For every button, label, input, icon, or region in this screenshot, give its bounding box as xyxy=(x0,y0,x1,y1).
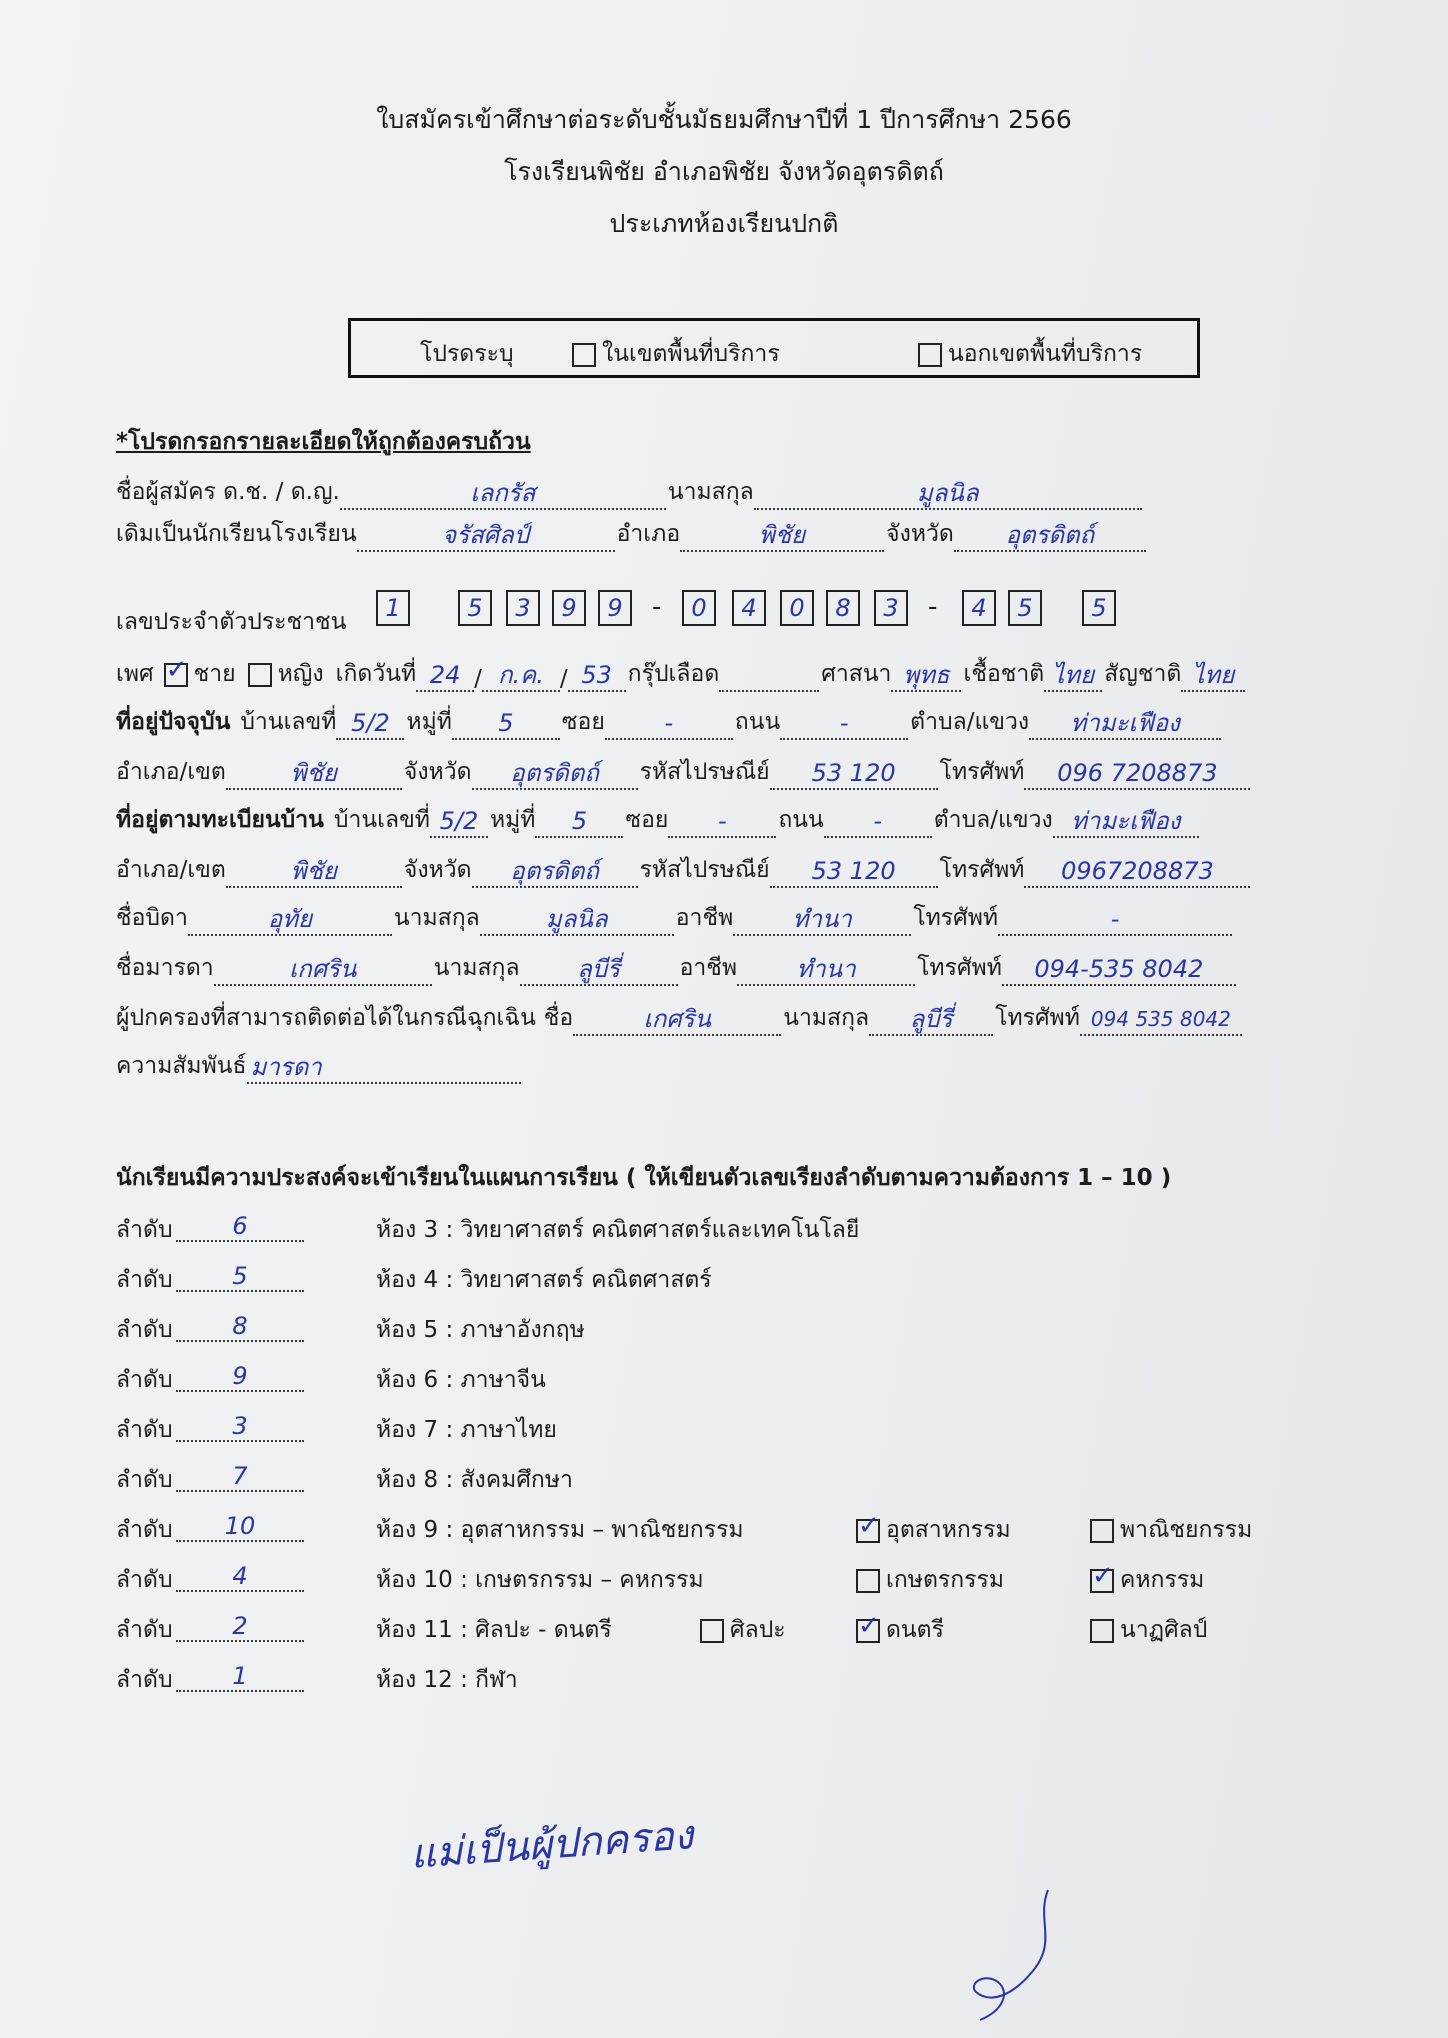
commerce-label: พาณิชยกรรม xyxy=(1120,1517,1253,1543)
order-label: ลำดับ xyxy=(116,1217,173,1243)
applicant-name-field[interactable]: เลกรัส xyxy=(340,478,666,510)
plan-row xyxy=(116,1456,1316,1494)
id-digit[interactable]: 5 xyxy=(1008,590,1042,626)
birth-year-field[interactable]: 53 xyxy=(568,660,626,692)
date-slash: / xyxy=(474,666,482,692)
id-digit[interactable]: 5 xyxy=(1082,590,1116,626)
room11-option-art[interactable] xyxy=(700,1612,786,1648)
order-field[interactable]: 10 xyxy=(176,1512,304,1542)
father-phone-label: โทรศัพท์ xyxy=(913,905,999,931)
current-house-field[interactable]: 5/2 xyxy=(336,708,404,740)
current-district-field[interactable]: พิชัย xyxy=(226,758,402,790)
ethnicity-field[interactable]: ไทย xyxy=(1044,660,1102,692)
room-label: ห้อง 11 : ศิลปะ - ดนตรี xyxy=(376,1617,612,1643)
order-label: ลำดับ xyxy=(116,1467,173,1493)
plan-row xyxy=(116,1406,1316,1444)
registered-house-field[interactable]: 5/2 xyxy=(430,806,488,838)
previous-school-field[interactable]: จรัสศิลป์ xyxy=(357,520,615,552)
plan-row xyxy=(116,1606,1316,1644)
current-road-label: ถนน xyxy=(734,709,781,735)
guardian-label: ผู้ปกครองที่สามารถติดต่อได้ในกรณีฉุกเฉิน xyxy=(116,1005,536,1031)
current-address-heading: ที่อยู่ปัจจุบัน xyxy=(116,709,231,735)
order-field[interactable]: 1 xyxy=(176,1662,304,1692)
plan-row xyxy=(116,1656,1316,1694)
registered-address-row-2 xyxy=(116,848,1252,888)
room-label: ห้อง 3 : วิทยาศาสตร์ คณิตศาสตร์และเทคโนโลยี xyxy=(376,1217,860,1243)
mother-name-label: ชื่อมารดา xyxy=(116,955,214,981)
id-digit[interactable]: 0 xyxy=(780,590,814,626)
registered-postal-field[interactable]: 53 120 xyxy=(770,856,938,888)
school-province-field[interactable]: อุตรดิตถ์ xyxy=(954,520,1146,552)
school-name: โรงเรียนพิชัย อำเภอพิชัย จังหวัดอุตรดิตถ์ xyxy=(504,157,944,186)
id-digit[interactable]: 9 xyxy=(598,590,632,626)
mother-job-field[interactable]: ทำนา xyxy=(737,954,915,986)
checkbox-out-zone[interactable] xyxy=(918,343,942,367)
dance-label: นาฏศิลป์ xyxy=(1120,1617,1208,1643)
plan-row xyxy=(116,1556,1316,1594)
checkbox-in-zone[interactable] xyxy=(572,343,596,367)
room-label: ห้อง 5 : ภาษาอังกฤษ xyxy=(376,1317,585,1343)
registered-phone-label: โทรศัพท์ xyxy=(939,857,1025,883)
current-subdistrict-label: ตำบล/แขวง xyxy=(910,709,1030,735)
check-mark-icon: ✓ xyxy=(858,1510,880,1541)
current-phone-field[interactable]: 096 7208873 xyxy=(1024,758,1250,790)
father-surname-field[interactable]: มูลนิล xyxy=(480,904,674,936)
plan-row xyxy=(116,1356,1316,1394)
room-label: ห้อง 4 : วิทยาศาสตร์ คณิตศาสตร์ xyxy=(376,1267,712,1293)
id-digit[interactable]: 4 xyxy=(962,590,996,626)
current-subdistrict-field[interactable]: ท่ามะเฟือง xyxy=(1029,708,1221,740)
order-label: ลำดับ xyxy=(116,1567,173,1593)
citizen-id-label: เลขประจำตัวประชาชน xyxy=(116,609,347,635)
id-separator: - xyxy=(652,592,662,622)
current-address-row-2 xyxy=(116,750,1252,790)
checkbox-dance[interactable] xyxy=(1090,1619,1114,1643)
registered-soi-label: ซอย xyxy=(625,807,669,833)
current-phone-label: โทรศัพท์ xyxy=(939,759,1025,785)
relation-label: ความสัมพันธ์ xyxy=(116,1053,247,1079)
current-house-label: บ้านเลขที่ xyxy=(240,709,337,735)
checkbox-male[interactable] xyxy=(164,654,188,687)
father-row xyxy=(116,896,1234,936)
relation-field[interactable]: มารดา xyxy=(247,1052,521,1084)
zone-label: โปรดระบุ xyxy=(420,341,514,367)
room-label: ห้อง 8 : สังคมศึกษา xyxy=(376,1467,573,1493)
mother-job-label: อาชีพ xyxy=(679,955,738,981)
registered-road-label: ถนน xyxy=(778,807,824,833)
birth-label: เกิดวันที่ xyxy=(335,661,417,687)
room9-option-industry[interactable] xyxy=(856,1512,1011,1548)
mother-surname-field[interactable]: ลูบีรี่ xyxy=(520,954,678,986)
agriculture-label: เกษตรกรรม xyxy=(886,1567,1005,1593)
guardian-row xyxy=(116,996,1244,1036)
ethnicity-label: เชื้อชาติ xyxy=(963,661,1045,687)
birth-day-field[interactable]: 24 xyxy=(416,660,474,692)
checkbox-music[interactable] xyxy=(856,1610,880,1643)
checkbox-art[interactable] xyxy=(700,1619,724,1643)
male-label: ชาย xyxy=(193,661,236,687)
current-province-field[interactable]: อุตรดิตถ์ xyxy=(472,758,638,790)
current-soi-field[interactable]: - xyxy=(605,708,733,740)
room-label: ห้อง 12 : กีฬา xyxy=(376,1667,518,1693)
handwritten-note: แม่เป็นผู้ปกครอง xyxy=(408,1812,695,1878)
id-digit[interactable]: 3 xyxy=(874,590,908,626)
room9-option-commerce[interactable] xyxy=(1090,1512,1252,1548)
registered-district-field[interactable]: พิชัย xyxy=(226,856,402,888)
checkbox-industry[interactable] xyxy=(856,1510,880,1543)
registered-soi-field[interactable]: - xyxy=(668,806,776,838)
order-label: ลำดับ xyxy=(116,1417,173,1443)
registered-province-field[interactable]: อุตรดิตถ์ xyxy=(472,856,638,888)
mother-row xyxy=(116,946,1238,986)
checkbox-commerce[interactable] xyxy=(1090,1519,1114,1543)
checkbox-female[interactable] xyxy=(248,663,272,687)
check-mark-icon: ✓ xyxy=(1092,1560,1114,1591)
room-label: ห้อง 9 : อุตสาหกรรม – พาณิชยกรรม xyxy=(376,1517,744,1543)
school-province-label: จังหวัด xyxy=(886,521,954,547)
classroom-type: ประเภทห้องเรียนปกติ xyxy=(609,209,839,238)
guardian-surname-label: นามสกุล xyxy=(783,1005,870,1031)
id-digit[interactable]: 9 xyxy=(552,590,586,626)
zone-out-option[interactable] xyxy=(918,336,1142,372)
current-road-field[interactable]: - xyxy=(780,708,908,740)
order-label: ลำดับ xyxy=(116,1617,173,1643)
date-slash: / xyxy=(559,666,568,692)
registered-address-row-1 xyxy=(116,798,1201,838)
current-address-row-1 xyxy=(116,700,1223,740)
order-field[interactable]: 5 xyxy=(176,1262,304,1292)
id-separator: - xyxy=(928,592,938,622)
room-label: ห้อง 6 : ภาษาจีน xyxy=(376,1367,546,1393)
mother-phone-field[interactable]: 094-535 8042 xyxy=(1002,954,1236,986)
zone-in-option[interactable] xyxy=(572,336,780,372)
applicant-surname-field[interactable]: มูลนิล xyxy=(754,478,1142,510)
order-label: ลำดับ xyxy=(116,1267,173,1293)
female-label: หญิง xyxy=(277,661,324,687)
check-mark-icon: ✓ xyxy=(858,1610,880,1641)
art-label: ศิลปะ xyxy=(730,1617,786,1643)
room-label: ห้อง 7 : ภาษาไทย xyxy=(376,1417,557,1443)
father-surname-label: นามสกุล xyxy=(393,905,480,931)
industry-label: อุตสาหกรรม xyxy=(886,1517,1011,1543)
registered-postal-label: รหัสไปรษณีย์ xyxy=(639,857,770,883)
guardian-phone-label: โทรศัพท์ xyxy=(995,1005,1080,1031)
blood-group-label: กรุ๊ปเลือด xyxy=(627,661,720,687)
order-label: ลำดับ xyxy=(116,1317,173,1343)
mother-name-field[interactable]: เกศริน xyxy=(214,954,432,986)
zone-in-label: ในเขตพื้นที่บริการ xyxy=(602,341,780,367)
religion-label: ศาสนา xyxy=(821,661,892,687)
previous-school-row xyxy=(116,512,1148,552)
zone-out-label: นอกเขตพื้นที่บริการ xyxy=(948,341,1143,367)
id-digit[interactable]: 1 xyxy=(376,590,410,626)
registered-province-label: จังหวัด xyxy=(403,857,472,883)
guardian-name-label: ชื่อ xyxy=(543,1005,574,1031)
registered-moo-field[interactable]: 5 xyxy=(535,806,623,838)
current-moo-label: หมู่ที่ xyxy=(406,709,452,735)
instruction: *โปรดกรอกรายละเอียดให้ถูกต้องครบถ้วน xyxy=(116,429,531,455)
personal-info-row xyxy=(116,652,1247,692)
registered-subdistrict-field[interactable]: ท่ามะเฟือง xyxy=(1053,806,1199,838)
order-field[interactable]: 8 xyxy=(176,1312,304,1342)
order-label: ลำดับ xyxy=(116,1667,173,1693)
applicant-name-row xyxy=(116,470,1144,510)
registered-moo-label: หมู่ที่ xyxy=(489,807,536,833)
father-name-label: ชื่อบิดา xyxy=(116,905,188,931)
music-label: ดนตรี xyxy=(886,1617,944,1643)
relation-row xyxy=(116,1044,523,1084)
room10-option-home-economics[interactable] xyxy=(1090,1562,1204,1598)
school-label: เดิมเป็นนักเรียนโรงเรียน xyxy=(116,521,357,547)
father-job-field[interactable]: ทำนา xyxy=(733,904,911,936)
guardian-surname-field[interactable]: ลูบีรี่ xyxy=(869,1004,993,1036)
applicant-surname-label: นามสกุล xyxy=(667,479,754,505)
plan-row xyxy=(116,1256,1316,1294)
current-postal-field[interactable]: 53 120 xyxy=(770,758,938,790)
checkbox-home-economics[interactable] xyxy=(1090,1560,1114,1593)
signature-scribble xyxy=(940,1880,1080,2030)
room-label: ห้อง 10 : เกษตรกรรม – คหกรรม xyxy=(376,1567,704,1593)
school-district-label: อำเภอ xyxy=(616,521,681,547)
registered-phone-field[interactable]: 0967208873 xyxy=(1024,856,1250,888)
registered-road-field[interactable]: - xyxy=(824,806,932,838)
order-field[interactable]: 6 xyxy=(176,1212,304,1242)
guardian-name-field[interactable]: เกศริน xyxy=(573,1004,781,1036)
plans-heading: นักเรียนมีความประสงค์จะเข้าเรียนในแผนการเรียน ( ให้เขียนตัวเลขเรียงลำดับตามความต้องการ 1 – 10 ) xyxy=(116,1165,1172,1191)
plan-row xyxy=(116,1506,1316,1544)
father-phone-field[interactable]: - xyxy=(998,904,1232,936)
guardian-phone-field[interactable]: 094 535 8042 xyxy=(1080,1004,1242,1036)
school-district-field[interactable]: พิชัย xyxy=(680,520,884,552)
plan-row xyxy=(116,1306,1316,1344)
room10-option-agriculture[interactable] xyxy=(856,1562,1004,1598)
checkbox-agriculture[interactable] xyxy=(856,1569,880,1593)
registered-house-label: บ้านเลขที่ xyxy=(333,807,430,833)
id-digit[interactable]: 3 xyxy=(506,590,540,626)
order-field[interactable]: 9 xyxy=(176,1362,304,1392)
order-field[interactable]: 2 xyxy=(176,1612,304,1642)
mother-surname-label: นามสกุล xyxy=(433,955,520,981)
home-economics-label: คหกรรม xyxy=(1120,1567,1205,1593)
current-postal-label: รหัสไปรษณีย์ xyxy=(639,759,770,785)
current-district-label: อำเภอ/เขต xyxy=(116,759,226,785)
birth-month-field[interactable]: ก.ค. xyxy=(482,660,560,692)
registered-subdistrict-label: ตำบล/แขวง xyxy=(933,807,1053,833)
room11-option-music[interactable] xyxy=(856,1612,944,1648)
father-name-field[interactable]: อุทัย xyxy=(188,904,392,936)
id-digit[interactable]: 8 xyxy=(826,590,860,626)
form-title: ใบสมัครเข้าศึกษาต่อระดับชั้นมัธยมศึกษาปีที่ 1 ปีการศึกษา 2566 xyxy=(376,105,1072,134)
id-digit[interactable]: 5 xyxy=(458,590,492,626)
plan-row xyxy=(116,1206,1316,1244)
current-soi-label: ซอย xyxy=(561,709,605,735)
father-job-label: อาชีพ xyxy=(675,905,734,931)
current-moo-field[interactable]: 5 xyxy=(452,708,560,740)
id-digit[interactable]: 0 xyxy=(682,590,716,626)
current-province-label: จังหวัด xyxy=(403,759,472,785)
id-digit[interactable]: 4 xyxy=(732,590,766,626)
applicant-name-label: ชื่อผู้สมัคร ด.ช. / ด.ญ. xyxy=(116,479,340,505)
mother-phone-label: โทรศัพท์ xyxy=(917,955,1002,981)
order-label: ลำดับ xyxy=(116,1367,173,1393)
gender-female-option[interactable] xyxy=(248,656,324,692)
religion-field[interactable]: พุทธ xyxy=(891,660,961,692)
order-field[interactable]: 4 xyxy=(176,1562,304,1592)
nationality-field[interactable]: ไทย xyxy=(1181,660,1245,692)
gender-label: เพศ xyxy=(116,661,154,687)
order-field[interactable]: 7 xyxy=(176,1462,304,1492)
nationality-label: สัญชาติ xyxy=(1104,661,1182,687)
registered-district-label: อำเภอ/เขต xyxy=(116,857,226,883)
room11-option-dance[interactable] xyxy=(1090,1612,1207,1648)
order-label: ลำดับ xyxy=(116,1517,173,1543)
check-mark-icon: ✓ xyxy=(165,654,188,685)
order-field[interactable]: 3 xyxy=(176,1412,304,1442)
blood-group-field[interactable] xyxy=(719,660,819,692)
gender-male-option[interactable] xyxy=(164,656,236,692)
registered-address-heading: ที่อยู่ตามทะเบียนบ้าน xyxy=(116,807,324,833)
